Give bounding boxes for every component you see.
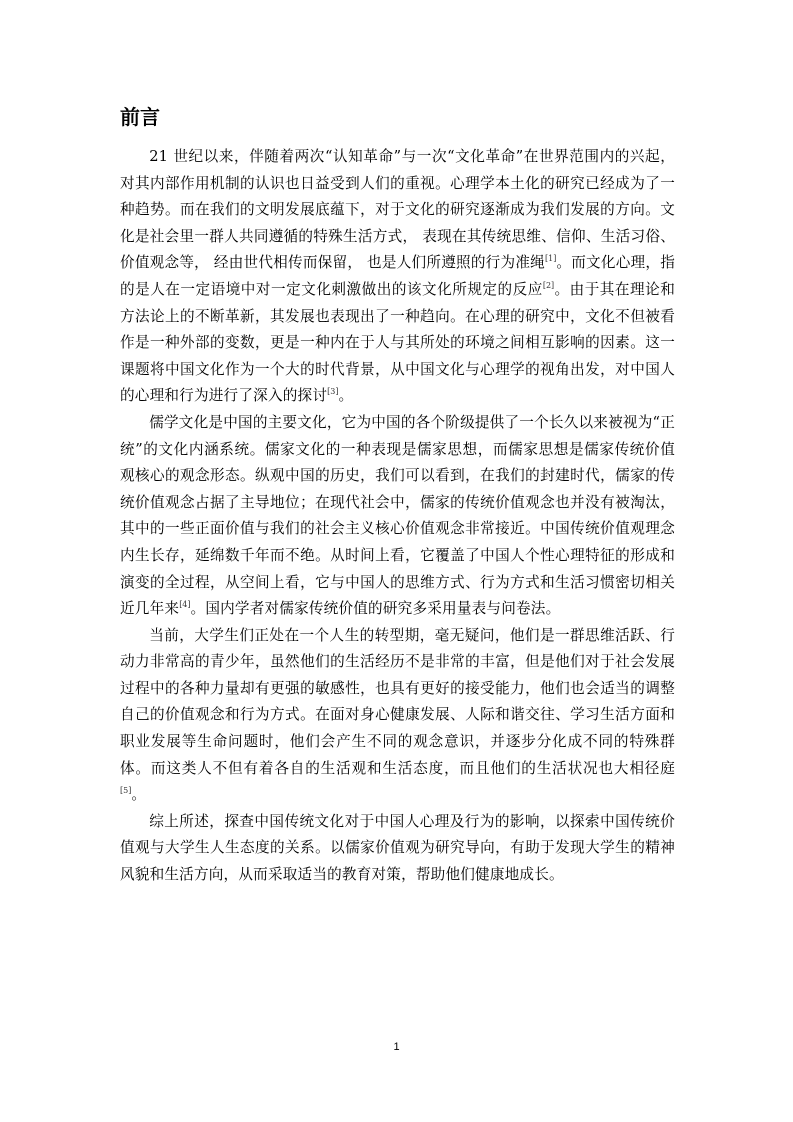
paragraph-text: 。国内学者对儒家传统价值的研究多采用量表与问卷法。 <box>190 600 561 618</box>
paragraph-text: 。 <box>131 786 147 804</box>
paragraph-text: 。 <box>338 387 354 405</box>
citation-ref[interactable]: [4] <box>179 600 191 610</box>
paragraph-text: 儒学文化是中国的主要文化，它为中国的各个阶级提供了一个长久以来被视为“正统”的文化内涵系统。儒家文化的一种表现是儒家思想，而儒家思想是儒家传统价值观核心的观念形态。纵观中国的历史，我们可以看到，在我们的封建时代，儒家的传统价值观念占据了主导地位；在现代社会中，儒家的传统价值观念也并没有被淘汰，其中的一些正面价值与我们的社会主义核心价值观念非常接近。中国传统价值观理念内生长存，延绵数千年而不绝。从时间上看，它覆盖了中国人个性心理特征的形成和演变的全过程，从空间上看，它与中国人的思维方式、行为方式和生活习惯密切相关近几年来 <box>120 413 675 618</box>
citation-ref[interactable]: [3] <box>327 387 339 397</box>
citation-ref[interactable]: [1] <box>545 254 557 264</box>
paragraph-text: 综上所述，探查中国传统文化对于中国人心理及行为的影响，以探索中国传统价值观与大学生人生态度的关系。以儒家价值观为研究导向，有助于发现大学生的精神风貌和生活方向，从而采取适当的教育对策，帮助他们健康地成长。 <box>120 812 675 884</box>
paragraph-2 <box>120 410 675 623</box>
citation-ref[interactable]: [2] <box>542 280 555 290</box>
paragraph-text: 。由于其在理论和方法论上的不断革新，其发展也表现出了一种趋向。在心理的研究中，文化不但被看作是一种外部的变数，更是一种内在于人与其所处的环境之间相互影响的因素。这一课题将中国文化作为一个大的时代背景，从中国文化与心理学的视角出发，对中国人的心理和行为进行了深入的探讨 <box>120 280 675 405</box>
paragraph-text: 21 世纪以来，伴随着两次“认知革命”与一次“文化革命”在世界范围内的兴起，对其内部作用机制的认识也日益受到人们的重视。心理学本土化的研究已经成为了一种趋势。而在我们的文明发展底蕴下，对于文化的研究逐渐成为我们发展的方向。文化是社会里一群人共同遵循的特殊生活方式， 表现在其传统思维、信仰、生活习俗、价值观念等， 经由世代相传而保留， 也是人们所遵照的行为准绳 <box>120 148 675 272</box>
paragraph-text: 当前，大学生们正处在一个人生的转型期，毫无疑问，他们是一群思维活跃、行动力非常高的青少年，虽然他们的生活经历不是非常的丰富，但是他们对于社会发展过程中的各种力量却有更强的敏感性，也具有更好的接受能力，他们也会适当的调整自己的价值观念和行为方式。在面对身心健康发展、人际和谐交往、学习生活方面和职业发展等生命问题时，他们会产生不同的观念意识，并逐步分化成不同的特殊群体。而这类人不但有着各自的生活观和生活态度，而且他们的生活状况也大相径庭 <box>120 626 675 777</box>
body-text <box>120 144 675 889</box>
paragraph-4 <box>120 809 675 889</box>
page-number: 1 <box>393 1041 400 1053</box>
paragraph-3 <box>120 623 675 809</box>
paragraph-text: 。而文化心理，指的是人在一定语境中对一定文化刺激做出的该文化所规定的反应 <box>120 254 676 298</box>
citation-ref[interactable]: [5] <box>120 786 132 796</box>
page-title: 前言 <box>120 105 160 129</box>
paragraph-1 <box>120 144 675 410</box>
